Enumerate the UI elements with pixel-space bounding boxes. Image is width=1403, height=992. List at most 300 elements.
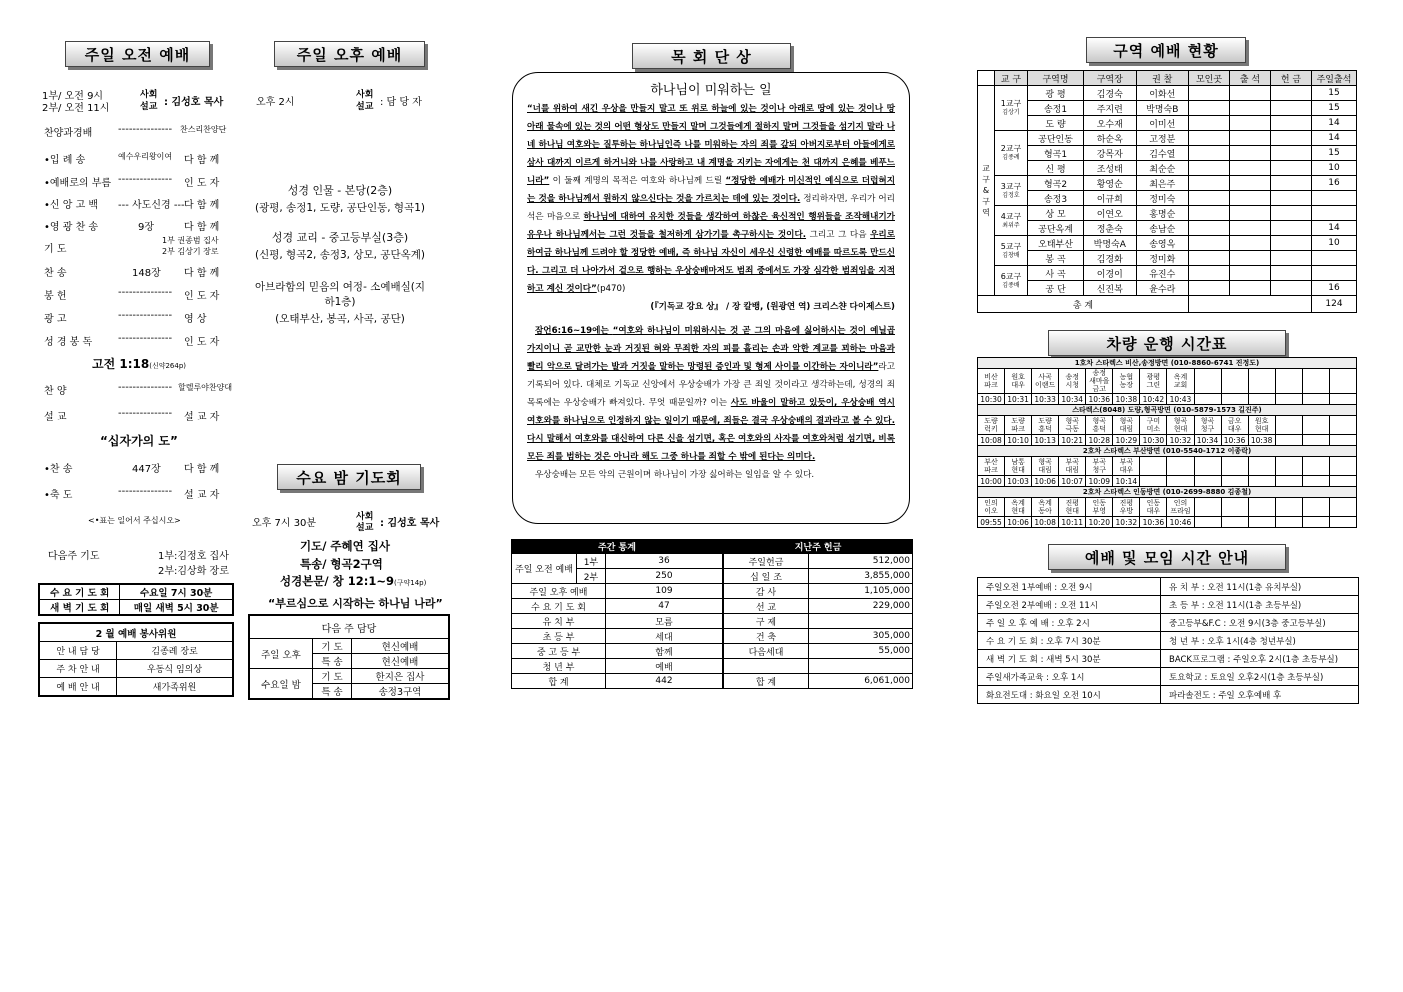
bus-stop: 도량 흥덕 — [1032, 416, 1059, 435]
stat-value: 예배 — [606, 659, 723, 674]
group-name: 광 평 — [1028, 86, 1084, 101]
group-checker: 정미화 — [1136, 251, 1189, 266]
parish-name: 3교구 — [1000, 181, 1022, 191]
group-leader: 박명숙A — [1084, 236, 1136, 251]
sunday-attendance: 15 — [1312, 101, 1357, 116]
order-mid: --------------- — [118, 310, 173, 321]
bus-time — [1194, 476, 1221, 487]
bus-time — [1221, 476, 1248, 487]
district-total-row — [978, 296, 1357, 313]
pm-group-line1: 성경 교리 - 중고등부실(3층) — [271, 231, 409, 244]
parish-cell — [995, 86, 1028, 131]
total-value: 124 — [1312, 296, 1357, 313]
stat-value: 442 — [606, 674, 723, 689]
weekly-stats-title: 주간 통계 — [512, 540, 723, 554]
pastor-heading: 하나님이 미워하는 일 — [650, 83, 772, 98]
attendance — [1230, 221, 1271, 236]
district-table — [977, 70, 1357, 313]
group-name: 공단인동 — [1028, 131, 1084, 146]
stand-note: <•표는 일어서 주십시오> — [88, 516, 181, 525]
meeting-name: 수 요 기 도 회 — [39, 584, 120, 600]
offering-label: 십 일 조 — [724, 569, 809, 584]
quote-5: “여호와 하나님이 미워하시는 것 곧 그의 마음에 싫어하시는 것이 예닐곱 가지이니 곧 교만한 눈과 거짓된 혀와 무죄한 자의 피를 흘리는 손과 악한 계교를 꾀하는 마음과 빨리 악으로 달려가는 발과 거짓을 말하는 망령된 증인과 및 형제 사이를 이간하는 자이니라” — [527, 326, 895, 372]
schedule-body — [978, 578, 1359, 704]
bus-stop — [1302, 457, 1329, 476]
bus-route-header: 1호차 스타렉스 비산,송정방면 (010-8860-6741 진정도) — [978, 358, 1357, 369]
bus-stop — [1248, 457, 1275, 476]
order-who: 인 도 자 — [184, 291, 220, 302]
offering-amount: 55,000 — [809, 644, 913, 659]
schedule-row — [978, 614, 1359, 632]
bus-time: 10:08 — [978, 435, 1005, 446]
bus-stop: 진평 현대 — [1059, 498, 1086, 517]
schedule-right: 초 등 부 : 오전 11시(1층 초등부실) — [1161, 596, 1359, 614]
bus-stop: 진평 우방 — [1113, 498, 1140, 517]
parish-name: 5교구 — [1000, 241, 1022, 251]
wed-leader: : 김성호 목사 — [380, 518, 440, 529]
group-leader: 정춘숙 — [1084, 221, 1136, 236]
order-name: 광 고 — [44, 314, 67, 325]
col-header: 주일출석 — [1312, 71, 1357, 86]
bus-stop: 도량 럭키 — [978, 416, 1005, 435]
sunday-attendance — [1312, 191, 1357, 206]
order-mid: 148장 — [132, 268, 161, 279]
bus-stop: 인의 이오 — [978, 498, 1005, 517]
bus-time: 10:34 — [1059, 394, 1086, 405]
stat-label: 합 계 — [512, 674, 606, 689]
bus-time: 10:43 — [1167, 394, 1194, 405]
bus-stop: 도량 파크 — [1005, 416, 1032, 435]
sunday-attendance: 14 — [1312, 221, 1357, 236]
bus-time: 10:36 — [1140, 517, 1167, 528]
bus-stop: 구미 미소 — [1140, 416, 1167, 435]
am-leader-label-1: 사회 — [140, 90, 158, 100]
volunteer-name: 김종례 장로 — [117, 642, 233, 660]
bus-time — [1302, 394, 1329, 405]
wed-title: 수요 밤 기도회 — [277, 464, 421, 490]
offering-amount: 1,105,000 — [809, 584, 913, 599]
bus-stop — [1194, 457, 1221, 476]
pm-group-line1: 성경 인물 - 본당(2층) — [287, 184, 393, 197]
schedule-right: 파라솔전도 : 주일 오후예배 후 — [1161, 686, 1359, 704]
bus-stop: 남통 현대 — [1005, 457, 1032, 476]
bus-time — [1302, 517, 1329, 528]
volunteer-role: 주 차 안 내 — [39, 660, 117, 678]
district-row — [978, 251, 1357, 266]
district-row — [978, 206, 1357, 221]
offering-amount: 512,000 — [809, 554, 913, 569]
bus-time — [1275, 394, 1302, 405]
stat-label: 청 년 부 — [512, 659, 606, 674]
meeting-time: 수요일 7시 30분 — [120, 584, 233, 600]
bus-stop: 옥계 교회 — [1167, 369, 1194, 394]
schedule-left: 주일오전 1부예배 : 오전 9시 — [978, 578, 1161, 596]
group-checker: 이화선 — [1136, 86, 1189, 101]
offering-label: 건 축 — [724, 629, 809, 644]
group-leader: 조성태 — [1084, 161, 1136, 176]
group-leader: 신진복 — [1084, 281, 1136, 296]
order-mid: --------------- — [118, 408, 173, 419]
parish-cell — [995, 131, 1028, 176]
order-mid: 447장 — [132, 464, 161, 475]
bus-time — [1275, 476, 1302, 487]
offering-label: 구 제 — [724, 614, 809, 629]
district-row — [978, 281, 1357, 296]
pm-group-line2: (광평, 송정1, 도량, 공단인동, 형곡1) — [255, 202, 425, 214]
attendance — [1230, 281, 1271, 296]
sunday-attendance: 10 — [1312, 236, 1357, 251]
sunday-attendance — [1312, 251, 1357, 266]
bus-time: 10:29 — [1113, 435, 1140, 446]
meeting-place — [1189, 266, 1230, 281]
bus-title: 차량 운행 시간표 — [1048, 330, 1286, 356]
bus-stop: 형곡 대림 — [1032, 457, 1059, 476]
bus-stop: 금오 대우 — [1221, 416, 1248, 435]
bus-stop — [1329, 498, 1356, 517]
district-row — [978, 116, 1357, 131]
bus-time: 09:55 — [978, 517, 1005, 528]
meeting-place — [1189, 161, 1230, 176]
order-who: 설 교 자 — [184, 412, 220, 423]
meeting-place — [1189, 251, 1230, 266]
bus-stop — [1275, 498, 1302, 517]
attendance — [1230, 251, 1271, 266]
sunday-attendance: 10 — [1312, 161, 1357, 176]
text: 정리하자면, 우리가 어리석은 마음으로 — [527, 194, 895, 222]
meeting-place — [1189, 221, 1230, 236]
attendance — [1230, 191, 1271, 206]
offering-amount — [809, 659, 913, 674]
attendance — [1230, 176, 1271, 191]
bus-stop — [1248, 498, 1275, 517]
stat-value: 47 — [606, 599, 723, 614]
order-name: •찬 송 — [44, 464, 73, 475]
bus-time: 10:20 — [1086, 517, 1113, 528]
quote-3: 하나님에 대하여 유치한 것들을 생각하여 하찮은 육신적인 행위들을 조작해내기가 유우나 하나님께서는 그런 것들을 철저하게 삼가기를 촉구하시는 것이다. — [527, 212, 895, 240]
offering-amount: 6,061,000 — [809, 674, 913, 689]
order-who: 다 함 께 — [184, 464, 220, 475]
stat-label: 중 고 등 부 — [512, 644, 606, 659]
text: 라고 기록되어 있다. 대체로 기독교 신앙에서 우상숭배가 가장 큰 죄일 것이라고 생각하는데, 성경의 죄 목록에는 우상숭배가 빠져있다. 무엇 때문일까? 이는 — [527, 362, 895, 408]
am-time-1: 1부/ 오전 9시 — [42, 91, 104, 102]
schedule-row — [978, 632, 1359, 650]
schedule-table — [977, 577, 1359, 704]
volunteers-table — [38, 622, 234, 697]
schedule-left: 화요전도대 : 화요일 오전 10시 — [978, 686, 1161, 704]
group-leader: 주지련 — [1084, 101, 1136, 116]
next-week-svc: 주일 오후 — [249, 639, 313, 669]
stat-value: 세대 — [606, 629, 723, 644]
bus-stop — [1275, 369, 1302, 394]
bus-time: 10:09 — [1086, 476, 1113, 487]
col-header: 모인곳 — [1189, 71, 1230, 86]
group-name: 사 곡 — [1028, 266, 1084, 281]
stat-sub: 2부 — [577, 569, 606, 584]
bus-time: 10:14 — [1113, 476, 1140, 487]
sunday-attendance — [1312, 266, 1357, 281]
bus-time: 10:42 — [1140, 394, 1167, 405]
bus-time — [1194, 517, 1221, 528]
order-name: 기 도 — [44, 244, 67, 255]
meeting-place — [1189, 191, 1230, 206]
bus-stop: 부곡 대우 — [1113, 457, 1140, 476]
bus-route-table — [977, 357, 1357, 405]
order-who: 인 도 자 — [184, 178, 220, 189]
next-week-role: 특 송 — [313, 684, 352, 700]
pastor-paragraph-3: 우상숭배는 모든 악의 근원이며 하나님이 가장 싫어하는 일임을 알 수 있다. — [535, 470, 815, 480]
proverbs-ref: 잠언6:16~19에는 — [535, 326, 613, 336]
wed-sermon: “부르심으로 시작하는 하나님 나라” — [268, 597, 443, 610]
attendance — [1230, 116, 1271, 131]
schedule-left: 수 요 기 도 회 : 오후 7시 30분 — [978, 632, 1161, 650]
district-side-label: 교구 & 구역 — [978, 86, 995, 296]
offering-label: 다음세대 — [724, 644, 809, 659]
stat-sub: 1부 — [577, 554, 606, 569]
schedule-left: 새 벽 기 도 회 : 새벽 5시 30분 — [978, 650, 1161, 668]
bus-time: 10:00 — [978, 476, 1005, 487]
group-leader: 황영순 — [1084, 176, 1136, 191]
pm-group-1 — [250, 182, 430, 215]
parish-leader: 김종례 — [1002, 154, 1020, 161]
col-header: 헌 금 — [1271, 71, 1312, 86]
order-name: •예배로의 부름 — [44, 178, 112, 189]
stat-value: 36 — [606, 554, 723, 569]
offering — [1271, 161, 1312, 176]
quote-4: 우리로 하여금 하나님께 드려야 할 정당한 예배, 즉 하나님 자신이 세우신 신령한 예배를 따르도록 만드신다. 그리고 더 나아가서 겉으로 행하는 우상숭배마저도 범죄 중에서도 가장 심각한 범죄임을 지적하고 계신 것이다” — [527, 230, 895, 294]
bus-time — [1302, 476, 1329, 487]
bus-time: 10:32 — [1167, 435, 1194, 446]
group-leader: 김경화 — [1084, 251, 1136, 266]
group-checker: 김수열 — [1136, 146, 1189, 161]
offering-table — [723, 539, 913, 689]
bus-stop — [1329, 416, 1356, 435]
group-name: 상 모 — [1028, 206, 1084, 221]
meeting-place — [1189, 146, 1230, 161]
bus-time — [1167, 476, 1194, 487]
attendance — [1230, 161, 1271, 176]
bus-time: 10:30 — [1140, 435, 1167, 446]
schedule-right: 토요학교 : 토요일 오후2시(1층 초등부실) — [1161, 668, 1359, 686]
sunday-attendance — [1312, 206, 1357, 221]
pastor-paragraph-2 — [527, 322, 895, 466]
bus-time: 10:06 — [1032, 476, 1059, 487]
group-name: 형곡1 — [1028, 146, 1084, 161]
bus-time: 10:38 — [1113, 394, 1140, 405]
parish-leader: 김창배 — [1002, 251, 1020, 259]
meeting-place — [1189, 176, 1230, 191]
group-leader: 강목자 — [1084, 146, 1136, 161]
wed-prayer: 기도/ 주혜연 집사 — [300, 539, 390, 553]
meeting-place — [1189, 116, 1230, 131]
offering — [1271, 116, 1312, 131]
group-name: 신 평 — [1028, 161, 1084, 176]
bus-time: 10:38 — [1248, 435, 1275, 446]
bus-time — [1329, 435, 1356, 446]
district-row — [978, 131, 1357, 146]
schedule-row — [978, 596, 1359, 614]
offering — [1271, 101, 1312, 116]
pastor-column — [512, 72, 910, 524]
wed-leader-label-2: 설교 — [356, 523, 374, 533]
bus-stop — [1140, 457, 1167, 476]
offering — [1271, 236, 1312, 251]
wed-scripture-ref: 성경본문/ 창 12:1~9 — [280, 574, 394, 588]
order-mid: --------------- — [118, 124, 173, 135]
order-name: 찬 송 — [44, 268, 67, 279]
am-leader-label-2: 설교 — [140, 102, 158, 112]
offering-amount: 3,855,000 — [809, 569, 913, 584]
col-header: 권 찰 — [1136, 71, 1189, 86]
group-leader: 오수재 — [1084, 116, 1136, 131]
attendance — [1230, 101, 1271, 116]
offering — [1271, 146, 1312, 161]
pm-leader-label-1: 사회 — [356, 90, 374, 100]
sunday-attendance: 14 — [1312, 131, 1357, 146]
parish-name: 2교구 — [1000, 144, 1022, 153]
group-checker: 최은주 — [1136, 176, 1189, 191]
order-mid: --------------- — [118, 174, 173, 185]
group-name: 공단옥계 — [1028, 221, 1084, 236]
page-ref: (p470) — [596, 284, 626, 294]
sunday-am-title: 주일 오전 예배 — [65, 41, 210, 67]
quote-6: 사도 바울이 말하고 있듯이, 우상숭배 역시 여호와를 하나님으로 인정하지 않는 일이기 때문에, 죄들은 결국 우상숭배의 결과라고 볼 수 있다. 다시 말해서 여호와를 대신하여 다른 신을 섬기면, 혹은 여호와의 사자를 여호와처럼 섬기면, 비록 모든 죄를 범하는 것은 아니라 해도 그중 하나를 죄할 수 밖에 된다는 의미다. — [527, 398, 895, 462]
order-name: 봉 헌 — [44, 291, 67, 302]
bus-time: 10:06 — [1005, 517, 1032, 528]
bus-stop: 옥계 동아 — [1032, 498, 1059, 517]
group-checker: 이미선 — [1136, 116, 1189, 131]
bus-stop — [1329, 457, 1356, 476]
schedule-right: 중고등부&F.C : 오전 9시(3층 중고등부실) — [1161, 614, 1359, 632]
wed-scripture — [280, 573, 426, 589]
offering — [1271, 251, 1312, 266]
parish-cell — [995, 266, 1028, 296]
schedule-left: 주 일 오 후 예 배 : 오후 2시 — [978, 614, 1161, 632]
meeting-place — [1189, 236, 1230, 251]
offering-label: 선 교 — [724, 599, 809, 614]
offering-label: 감 사 — [724, 584, 809, 599]
volunteer-role: 예 배 안 내 — [39, 678, 117, 697]
group-name: 공 단 — [1028, 281, 1084, 296]
bus-stop: 인동 대우 — [1140, 498, 1167, 517]
offering — [1271, 176, 1312, 191]
group-leader: 이연오 — [1084, 206, 1136, 221]
sunday-attendance: 15 — [1312, 86, 1357, 101]
offering-title: 지난주 헌금 — [724, 540, 913, 554]
bus-stop — [1167, 457, 1194, 476]
district-title: 구역 예배 현황 — [1086, 37, 1246, 63]
bus-time: 10:33 — [1032, 394, 1059, 405]
stat-value: 250 — [606, 569, 723, 584]
bus-stop: 원호 대우 — [1005, 369, 1032, 394]
text: 이 둘째 계명의 목적은 여호와 하나님께 드릴 — [549, 176, 726, 186]
attendance — [1230, 131, 1271, 146]
group-leader: 이경이 — [1084, 266, 1136, 281]
bus-stop: 부곡 대림 — [1059, 457, 1086, 476]
next-week-role: 특 송 — [313, 654, 352, 669]
parish-name: 4교구 — [1000, 211, 1022, 221]
bus-time — [1221, 517, 1248, 528]
bus-stop — [1248, 369, 1275, 394]
bus-stop: 부곡 청구 — [1086, 457, 1113, 476]
attendance — [1230, 206, 1271, 221]
pastor-title: 목 회 단 상 — [632, 43, 791, 69]
meeting-name: 새 벽 기 도 회 — [39, 600, 120, 616]
bus-stop: 형곡 흥덕 — [1086, 416, 1113, 435]
offering — [1271, 131, 1312, 146]
bus-stop — [1194, 369, 1221, 394]
bus-time — [1248, 517, 1275, 528]
bus-stop — [1221, 498, 1248, 517]
group-checker: 홍명순 — [1136, 206, 1189, 221]
stat-label: 주일 오전 예배 — [512, 554, 577, 584]
offering-amount: 229,000 — [809, 599, 913, 614]
bus-time: 10:31 — [1005, 394, 1032, 405]
sunday-attendance: 16 — [1312, 176, 1357, 191]
bus-stop: 형곡 현대 — [1167, 416, 1194, 435]
order-mid: --------------- — [118, 333, 173, 344]
pm-leader: : 담 당 자 — [380, 97, 422, 108]
order-who: 할렐루야찬양대 — [178, 383, 233, 392]
bus-time: 10:30 — [978, 394, 1005, 405]
district-header-row — [978, 71, 1357, 86]
text: 그리고 그 다음 — [806, 230, 871, 240]
bus-stop — [1329, 369, 1356, 394]
bus-stop: 형곡 극동 — [1059, 416, 1086, 435]
bus-time: 10:36 — [1086, 394, 1113, 405]
group-name: 송정3 — [1028, 191, 1084, 206]
meeting-place — [1189, 101, 1230, 116]
bus-time — [1329, 394, 1356, 405]
order-mid: 9장 — [138, 222, 155, 233]
am-scripture — [92, 355, 186, 372]
next-week-who: 송정3구역 — [352, 684, 450, 700]
volunteers-title: 2 월 예배 봉사위원 — [39, 623, 233, 642]
next-prayer-label: 다음주 기도 — [48, 551, 100, 562]
order-name: •영 광 찬 송 — [44, 222, 99, 233]
order-who: 다 함 께 — [184, 268, 220, 279]
group-checker: 박명숙B — [1136, 101, 1189, 116]
total-empty — [1189, 296, 1312, 313]
group-checker: 송남순 — [1136, 221, 1189, 236]
order-mid: --- 사도신경 --- — [118, 200, 185, 211]
am-sermon-title: “십자가의 도” — [100, 434, 178, 448]
bus-stop — [1302, 369, 1329, 394]
col-header: 출 석 — [1230, 71, 1271, 86]
district-row — [978, 221, 1357, 236]
schedule-row — [978, 578, 1359, 596]
pm-group-line1: 아브라함의 믿음의 여정- 소예배실(지하1층) — [254, 281, 426, 308]
scripture-page: (신약264p) — [149, 362, 187, 370]
pm-group-3 — [250, 279, 430, 326]
bus-time: 10:32 — [1113, 517, 1140, 528]
bus-stop: 옥계 현대 — [1005, 498, 1032, 517]
bus-time: 10:11 — [1059, 517, 1086, 528]
bus-time: 10:46 — [1167, 517, 1194, 528]
meeting-place — [1189, 206, 1230, 221]
group-checker: 최순순 — [1136, 161, 1189, 176]
bus-time: 10:36 — [1221, 435, 1248, 446]
order-who: 다 함 께 — [184, 222, 220, 233]
schedule-right: 청 년 부 : 오후 1시(4층 청년부실) — [1161, 632, 1359, 650]
bus-stop — [1221, 369, 1248, 394]
district-row — [978, 146, 1357, 161]
bus-route-header: 2호차 스타렉스 부산방면 (010-5540-1712 이종락) — [978, 446, 1357, 457]
offering-amount: 305,000 — [809, 629, 913, 644]
next-week-who: 현신예배 — [352, 654, 450, 669]
district-row — [978, 236, 1357, 251]
offering-amount — [809, 614, 913, 629]
stat-label: 주일 오후 예배 — [512, 584, 606, 599]
